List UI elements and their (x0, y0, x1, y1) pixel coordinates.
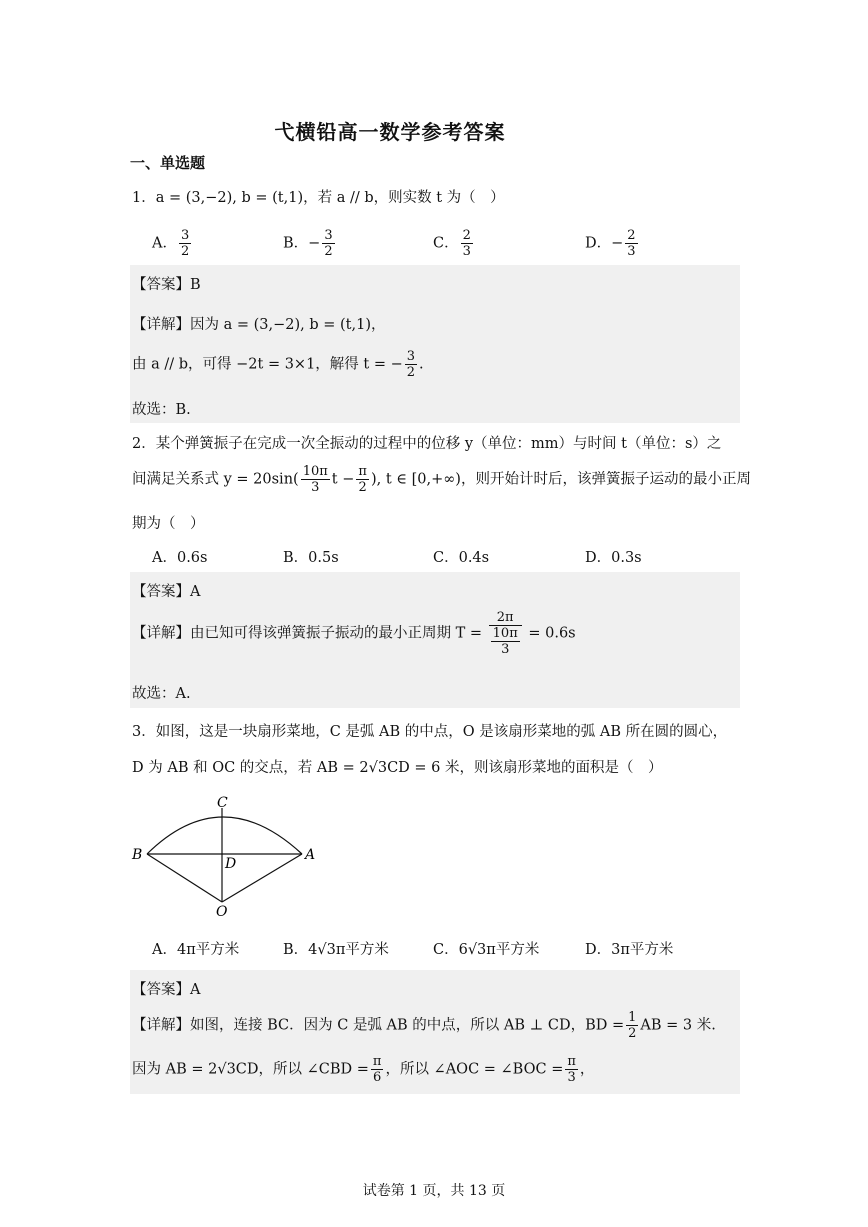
label-d: D (225, 856, 237, 872)
q1-option-c: C． $\frac{2}{3}$ (433, 228, 471, 259)
question-3-stem-line-2: D 为 AB 和 OC 的交点，若 AB = 2√3CD = 6 米，则该扇形菜地的面积是（ ） (132, 760, 663, 776)
page-footer: 试卷第 1 页，共 13 页 (362, 1183, 506, 1199)
q2-option-b: B．0.5s (283, 550, 339, 566)
q2-answer-box (130, 572, 740, 708)
q1-answer-box (130, 265, 740, 423)
question-2-stem-line-1: 2．某个弹簧振子在完成一次全振动的过程中的位移 y（单位：mm）与时间 t（单位：s）之 (132, 436, 722, 452)
q1-detail-3: 故选：B. (132, 402, 191, 418)
page-title: 弋横铅高一数学参考答案 (274, 120, 506, 144)
q1-option-b: B．− $\frac{3}{2}$ (283, 228, 333, 259)
q2-option-c: C．0.4s (433, 550, 490, 566)
label-c: C (217, 795, 228, 811)
sector-figure (125, 790, 325, 920)
q1-detail-2: 由 a // b，可得 −2t = 3×1，解得 t = − $\frac{3}{2}$ . (132, 349, 424, 380)
q3-detail-1: 【详解】如图，连接 BC．因为 C 是弧 AB 的中点，所以 AB ⊥ CD，BD = $\frac{1}{2}$ AB = 3 米. (132, 1010, 716, 1041)
q2-detail-2: 故选：A. (132, 686, 191, 702)
q1-option-a: A． $\frac{3}{2}$ (152, 228, 190, 259)
q3-option-d: D．3π平方米 (585, 942, 674, 958)
q2-option-a: A．0.6s (152, 550, 208, 566)
q3-option-c: C．6√3π平方米 (433, 942, 540, 958)
q2-answer: 【答案】A (132, 584, 201, 600)
q1-option-d: D．− $\frac{2}{3}$ (585, 228, 636, 259)
q3-option-b: B．4√3π平方米 (283, 942, 389, 958)
q3-detail-2: 因为 AB = 2√3CD，所以 ∠CBD = $\frac{\pi}{6}$ ，所以 ∠AOC = ∠BOC = $\frac{\pi}{3}$ ， (132, 1054, 595, 1085)
label-a: A (305, 847, 316, 863)
q1-detail-1: 【详解】因为 a = (3,−2), b = (t,1)， (132, 317, 386, 333)
question-1-stem: 1．a = (3,−2), b = (t,1)，若 a // b，则实数 t 为（ ） (132, 190, 505, 206)
radius-ob (147, 854, 222, 902)
q3-option-a: A．4π平方米 (152, 942, 240, 958)
question-2-stem-line-3: 期为（ ） (132, 516, 205, 532)
q3-answer-box (130, 970, 740, 1094)
q2-detail-1: 【详解】由已知可得该弹簧振子振动的最小正周期 T = $\frac{2\pi}{\frac{10\pi}{3}}$ = 0.6s (132, 610, 576, 657)
question-2-stem-line-2: 间满足关系式 y = 20sin( $\frac{10\pi}{3}$ t − $\frac{\pi}{2}$ ), t ∈ [0,+∞)，则开始计时后，该弹簧振子运动的最小正周 (132, 464, 751, 495)
arc-ab (147, 817, 302, 854)
q1-answer: 【答案】B (132, 277, 201, 293)
label-o: O (216, 904, 228, 920)
question-3-stem-line-1: 3．如图，这是一块扇形菜地，C 是弧 AB 的中点，O 是该扇形菜地的弧 AB 所在圆的圆心， (132, 724, 728, 740)
q2-option-d: D．0.3s (585, 550, 642, 566)
q3-answer: 【答案】A (132, 982, 201, 998)
label-b: B (132, 847, 143, 863)
section-heading: 一、单选题 (130, 154, 206, 172)
